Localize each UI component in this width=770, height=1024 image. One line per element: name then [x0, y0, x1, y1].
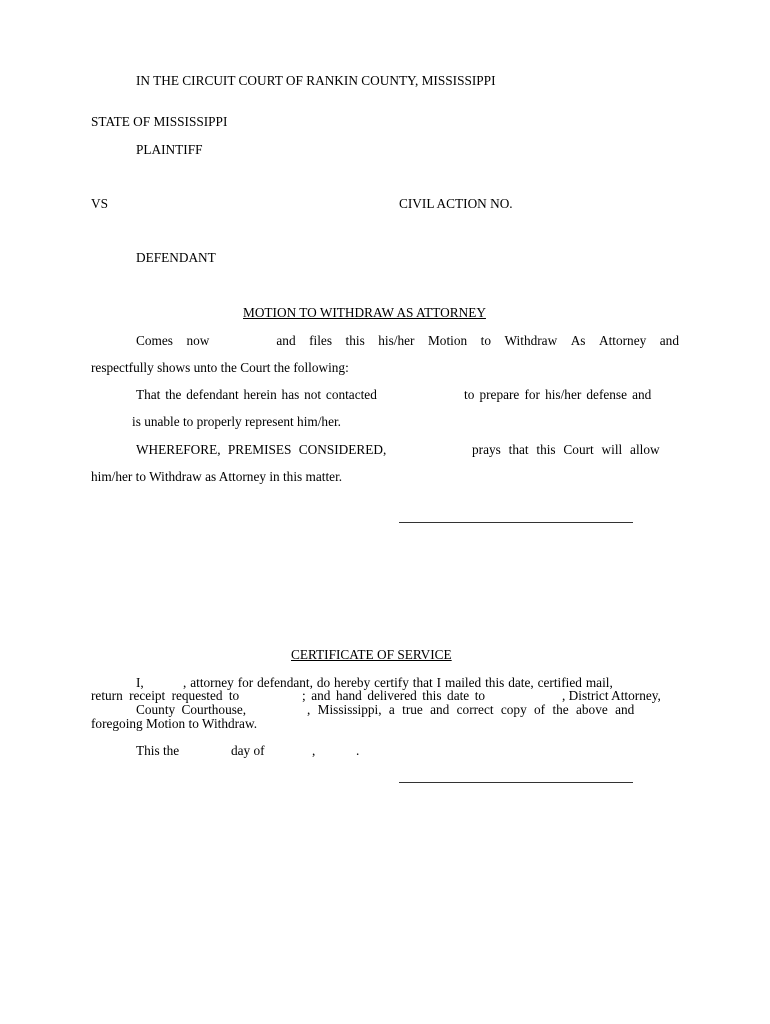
word: Withdraw	[504, 333, 558, 348]
word: and	[276, 333, 296, 348]
word: and	[659, 333, 679, 348]
certificate-line2-right: , District Attorney,	[562, 688, 661, 703]
signature-line	[399, 522, 633, 523]
certificate-line4: foregoing Motion to Withdraw.	[91, 716, 258, 731]
word: Comes	[136, 333, 173, 348]
motion-title: MOTION TO WITHDRAW AS ATTORNEY	[243, 305, 486, 320]
certificate-line3-left: County Courthouse,	[136, 702, 247, 717]
para2-line1-right: to prepare for his/her defense and	[464, 387, 652, 402]
word: Motion	[427, 333, 468, 348]
certificate-signature-line	[399, 782, 633, 783]
date-comma: ,	[312, 743, 316, 758]
certificate-line2-left: return receipt requested to	[91, 688, 240, 703]
para3-line1-right: prays that this Court will allow	[472, 442, 660, 457]
date-period: .	[356, 743, 360, 758]
para1-line1	[136, 333, 679, 349]
word: this	[345, 333, 365, 348]
certificate-line1: I, , attorney for defendant, do hereby certify that I mailed this date, certified mail,	[136, 675, 613, 690]
blank	[223, 333, 263, 349]
defendant-label: DEFENDANT	[136, 250, 216, 265]
word: As	[570, 333, 586, 348]
plaintiff-name: STATE OF MISSISSIPPI	[91, 114, 228, 129]
word: his/her	[378, 333, 415, 348]
para2-line1-left: That the defendant herein has not contacted	[136, 387, 377, 402]
para3-line1-left: WHEREFORE, PREMISES CONSIDERED,	[136, 442, 387, 457]
date-this-the: This the	[136, 743, 180, 758]
word: to	[480, 333, 492, 348]
para2-line2: is unable to properly represent him/her.	[132, 414, 341, 429]
plaintiff-label: PLAINTIFF	[136, 142, 203, 157]
certificate-line3-right: , Mississippi, a true and correct copy of the above and	[307, 702, 635, 717]
certificate-title: CERTIFICATE OF SERVICE	[291, 647, 452, 662]
para3-line2: him/her to Withdraw as Attorney in this matter.	[91, 469, 343, 484]
civil-action-label: CIVIL ACTION NO.	[399, 196, 513, 211]
certificate-line2-mid: ; and hand delivered this date to	[302, 688, 486, 703]
date-day-of: day of	[231, 743, 265, 758]
vs-label: VS	[91, 196, 108, 211]
court-header: IN THE CIRCUIT COURT OF RANKIN COUNTY, MISSISSIPPI	[136, 73, 496, 88]
word: files	[309, 333, 333, 348]
word: now	[186, 333, 210, 348]
para1-line2: respectfully shows unto the Court the following:	[91, 360, 349, 375]
word: Attorney	[598, 333, 647, 348]
